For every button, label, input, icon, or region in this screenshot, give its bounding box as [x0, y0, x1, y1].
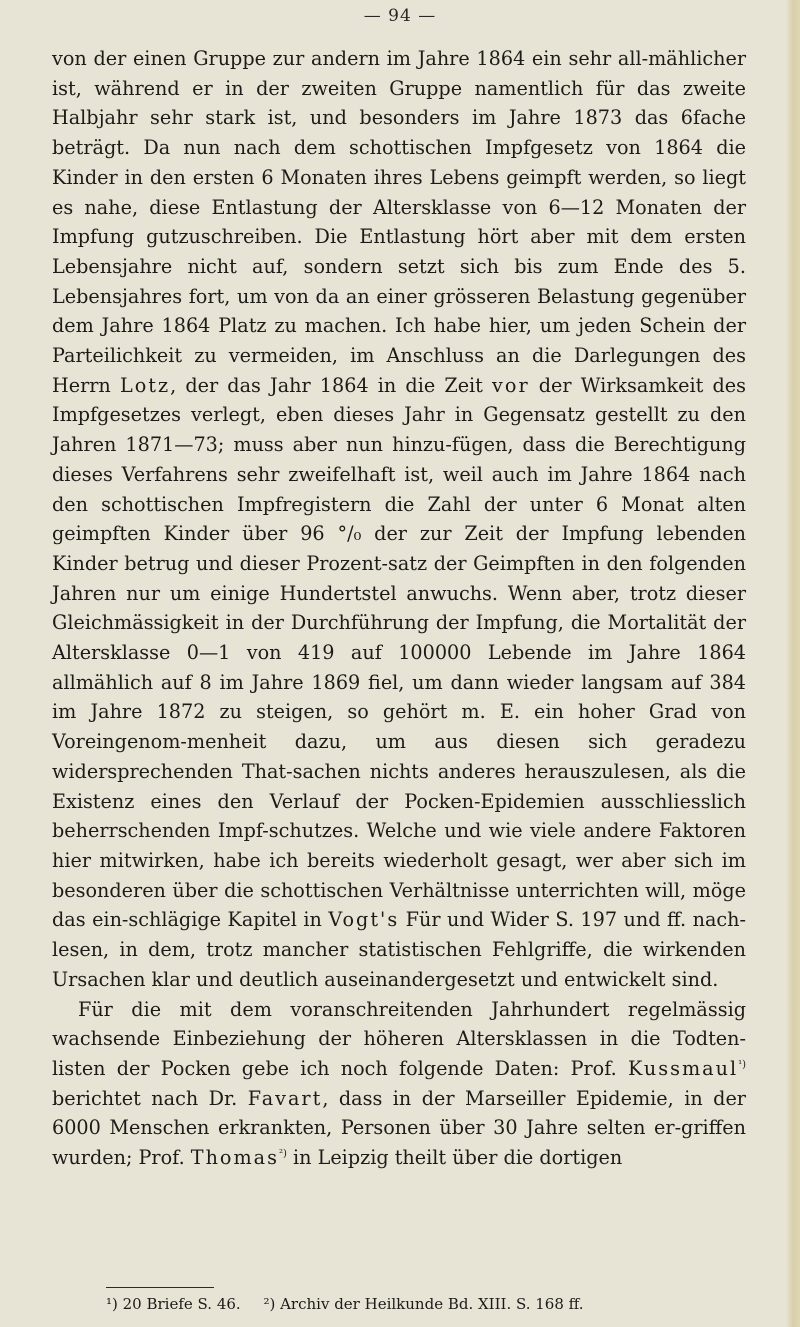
text-segment: Für und Wider S. 197 und ff. nach-lesen, in dem, trotz mancher statistischen Fehlgriffe, die wirkenden Ursachen klar und deutlich auseinandergesetzt und entwickelt sind. — [52, 908, 746, 991]
footnote-2: ²) Archiv der Heilkunde Bd. XIII. S. 168 ff. — [263, 1295, 584, 1313]
body-text — [52, 44, 746, 1173]
footnotes — [106, 1294, 746, 1314]
text-segment: , dass in der Marseiller Epidemie, in der 6000 Menschen erkrankten, Personen über 30 Jahre selten er-griffen wurden; Prof. — [52, 1086, 746, 1170]
spaced-name: Favart — [247, 1086, 323, 1110]
text-segment: berichtet nach Dr. — [52, 1086, 248, 1110]
text-segment: Für die mit dem voranschreitenden Jahrhundert regelmässig wachsende Einbeziehung der höheren Altersklassen in die Todten-listen der Pocken gebe ich noch folgende Daten: Prof. — [52, 997, 746, 1080]
text-segment: , der das Jahr 1864 in die Zeit — [170, 373, 493, 397]
spaced-name: vor — [492, 373, 530, 397]
footnote-marker: ²) — [278, 1148, 287, 1160]
spaced-name: Lotz — [119, 373, 171, 397]
text-segment: der Wirksamkeit des Impfgesetzes verlegt, eben dieses Jahr in Gegensatz gestellt zu den Jahren 1871—73; muss aber nun hinzu-fügen, dass die Berechtigung dieses Verfahrens sehr zweifelhaft ist, weil auch im Jahre 1864 nach den schottischen Impfregistern die Zahl der unter 6 Monat alten geimpften Kinder über 96 °/₀ der zur Zeit der Impfung lebenden Kinder betrug und dieser Prozent-satz der Geimpften in den folgenden Jahren nur um einige Hundertstel anwuchs. Wenn aber, trotz dieser Gleichmässigkeit in der Durchführung der Impfung, die Mortalität der Altersklasse 0—1 von 419 auf 100000 Lebende im Jahre 1864 allmählich auf 8 im Jahre 1869 fiel, um dann wieder langsam auf 384 im Jahre 1872 zu steigen, so gehört m. E. ein hoher Grad von Voreingenom-menheit dazu, um aus diesen sich geradezu widersprechenden That-sachen nichts anderes herauszulesen, als die Existenz eines den Verlauf der Pocken-Epidemien ausschliesslich beherrschenden Impf-schutzes. Welche und wie viele andere Faktoren hier mitwirken, habe ich bereits wiederholt gesagt, wer aber sich im besonderen über die schottischen Verhältnisse unterrichten will, möge das ein-schlägige Kapitel in — [52, 373, 746, 932]
page-number-header: — 94 — — [363, 6, 437, 26]
spaced-name: Vogt's — [328, 908, 400, 932]
spaced-name: Thomas — [190, 1146, 279, 1170]
spaced-name: Kussmaul — [627, 1056, 739, 1080]
paragraph-2 — [52, 995, 746, 1173]
text-segment: in Leipzig theilt über die dortigen — [286, 1146, 623, 1170]
footnote-separator-rule — [106, 1287, 214, 1288]
text-segment: von der einen Gruppe zur andern im Jahre 1864 ein sehr all-mählicher ist, während er in der zweiten Gruppe namentlich für das zweite Halbjahr sehr stark ist, und besonders im Jahre 1873 das 6fache beträgt. Da nun nach dem schottischen Impfgesetz von 1864 die Kinder in den ersten 6 Monaten ihres Lebens geimpft werden, so liegt es nahe, diese Entlastung der Altersklasse von 6—12 Monaten der Impfung gutzuschreiben. Die Entlastung hört aber mit dem ersten Lebensjahre nicht auf, sondern setzt sich bis zum Ende des 5. Lebensjahres fort, um von da an einer grösseren Belastung gegenüber dem Jahre 1864 Platz zu machen. Ich habe hier, um jeden Schein der Parteilichkeit zu vermeiden, im Anschluss an die Darlegungen des Herrn — [52, 47, 746, 397]
paragraph-1 — [52, 44, 746, 995]
footnote-marker: ¹) — [738, 1059, 746, 1071]
footnote-1: ¹) 20 Briefe S. 46. — [106, 1295, 241, 1313]
page-edge-shadow — [786, 0, 800, 1327]
